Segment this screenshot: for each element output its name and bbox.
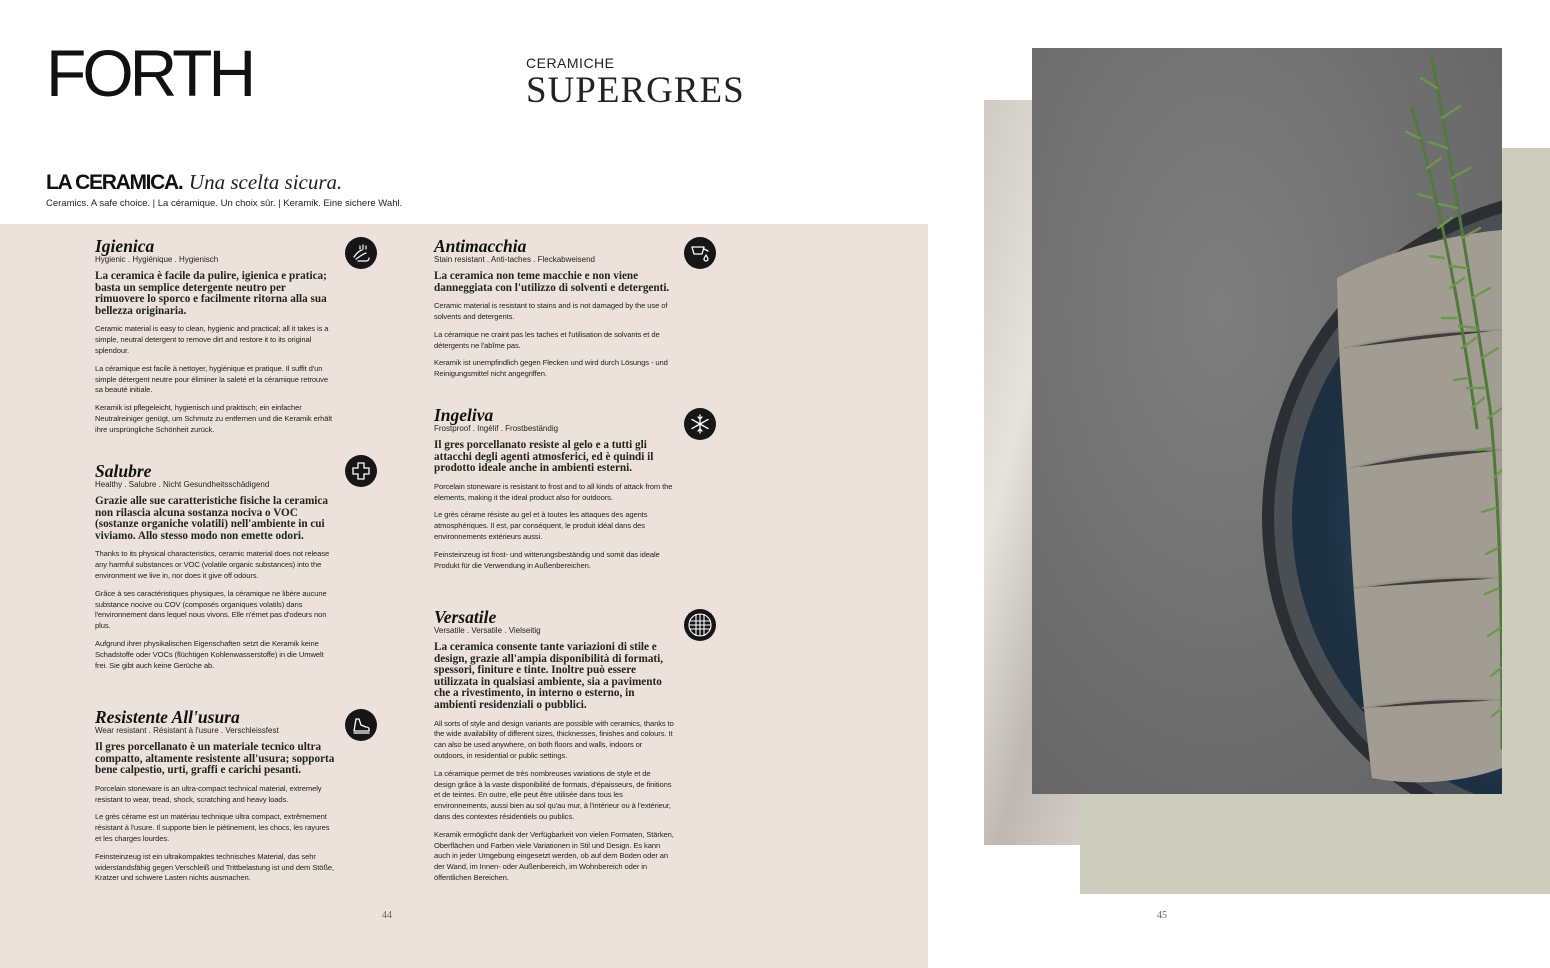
section-subtitle: Hygienic . Hygiénique . Hygienisch [95,255,219,264]
shoe-icon [345,709,377,741]
table-setting-photo [1032,48,1502,794]
section-text-fr: La céramique permet de très nombreuses variations de style et de design grâce à la vaste disponibilité de formats, d'épaisseurs, de finitions et de teintes. En outre, elle peut être utilisée dans tous les environnements, aussi bien au sol qu'au mur, à l'intérieur ou à l'extérieur, dans des contextes résidentiels ou publics. [434,768,672,821]
section-text-fr: Le grès cérame est un matériau technique ultra compact, extrêmement résistant à l'usure. Il supporte bien le piétinement, les chocs, les rayures et les charges lourdes. [95,812,330,843]
headline-strong: LA CERAMICA. [46,171,183,194]
headline-subtitle: Ceramics. A safe choice. | La céramique. Un choix sûr. | Keramik. Eine sichere Wahl. [46,198,403,209]
section-title: Antimacchia [434,236,527,256]
section-text-en: Thanks to its physical characteristics, ceramic material does not release any harmful substances or VOC (volatile organic substances) into the environment we live in, nor does it give off odours. [95,549,330,580]
section-text-it: Grazie alle sue caratteristiche fisiche la ceramica non rilascia alcuna sostanza nociva o VOC (sostanze organiche volatili) nell'ambiente in cui viviamo. Allo stesso modo non emette odori. [95,495,328,542]
maker-logo-small: CERAMICHE [526,55,615,71]
section-resistente [95,708,335,891]
section-text-de: Feinsteinzeug ist ein ultrakompaktes technisches Material, das sehr widerstandsfähig gegen Verschleiß und Trittbelastung ist und dem Stöße, Kratzer und schwere Lasten nichts ausmachen. [95,851,334,883]
section-text-de: Keramik ist pflegeleicht, hygienisch und praktisch; ein einfacher Neutralreiniger genügt, um Schmutz zu entfernen und die Keramik erhält ihre ursprüngliche Schönheit zurück. [95,403,332,434]
section-ingeliva [434,406,674,578]
snowflake-icon [684,408,716,440]
page-number-left: 44 [382,910,392,921]
section-text-fr: Le grès cérame résiste au gel et à toutes les attaques des agents atmosphériques. Il est, par conséquent, le produit idéal dans des environnements extérieurs aussi. [434,510,648,541]
hand-washing-icon [345,237,377,269]
section-antimacchia [434,237,674,387]
section-text-it: Il gres porcellanato è un materiale tecnico ultra compatto, altamente resistente all'usura; sopporta bene calpestio, urti, graffi e carichi pesanti. [95,741,335,777]
table-setting-illustration [1032,48,1502,794]
brand-logo: FORTH [46,36,253,110]
section-text-de: Feinsteinzeug ist frost- und witterungsbeständig und somit das ideale Produkt für die Verwendung in Außenbereichen. [434,549,660,570]
section-igienica [95,237,335,443]
maker-logo [526,56,745,109]
section-text-en: Porcelain stoneware is an ultra-compact technical material, extremely resistant to wear, tread, shock, scratching and heavy loads. [95,783,322,804]
section-subtitle: Frostproof . Ingélif . Frostbeständig [434,424,559,433]
section-title: Ingeliva [434,405,494,425]
page-number-right: 45 [1157,910,1167,921]
section-text-de: Keramik ist unempfindlich gegen Flecken und wird durch Lösungs - und Reinigungsmittel nicht angegriffen. [434,358,668,379]
globe-grid-icon [684,609,716,641]
section-title: Igienica [95,236,155,256]
section-title: Salubre [95,461,152,481]
section-subtitle: Wear resistant . Résistant à l'usure . Verschleissfest [95,726,279,735]
section-text-fr: Grâce à ses caractéristiques physiques, la céramique ne libère aucune substance nocive ou COV (composés organiques volatils) dans l'environnement dans lequel nous vivons. Elle n'émet pas d'odeurs non plus. [95,588,327,631]
section-subtitle: Stain resistant . Anti-taches . Fleckabweisend [434,255,595,264]
section-text-de: Aufgrund ihrer physikalischen Eigenschaften setzt die Keramik keine Schadstoffe oder VOCs (flüchtigen Kohlenwasserstoffe) in die Umwelt frei. Sie gibt auch keine Gerüche ab. [95,638,324,670]
section-salubre [95,462,335,678]
headline [46,170,342,195]
section-text-fr: La céramique est facile à nettoyer, hygiénique et pratique. Il suffit d'un simple détergent neutre pour éliminer la saleté et la céramique retrouve sa beauté initiale. [95,363,328,395]
section-text-it: La ceramica è facile da pulire, igienica e pratica; basta un semplice detergente neutro per rimuovere lo sporco e facilmente ritorna alla sua bellezza originaria. [95,270,327,317]
headline-italic: Una scelta sicura. [188,170,343,194]
maker-logo-big: SUPERGRES [526,70,745,111]
section-text-en: Porcelain stoneware is resistant to frost and to all kinds of attack from the elements, making it the ideal product also for outdoors. [434,481,673,502]
section-versatile [434,608,674,891]
spill-cup-icon [684,237,716,269]
section-subtitle: Versatile . Versatile . Vielseitig [434,626,541,635]
section-subtitle: Healthy . Salubre . Nicht Gesundheitsschädigend [95,480,270,489]
section-text-it: La ceramica non teme macchie e non viene danneggiata con l'utilizzo di solventi e detergenti. [434,270,670,294]
section-text-it: Il gres porcellanato resiste al gelo e a tutti gli attacchi degli agenti atmosferici, ed è quindi il prodotto ideale anche in ambienti esterni. [434,439,654,475]
section-title: Versatile [434,607,497,627]
section-text-en: Ceramic material is easy to clean, hygienic and practical; all it takes is a simple, neutral detergent to remove dirt and restore it to its original splendour. [95,324,329,355]
section-text-de: Keramik ermöglicht dank der Verfügbarkeit von vielen Formaten, Stärken, Oberflächen und Farben viele Variationen in Stil und Design. Es kann auch in jeder Umgebung eingesetzt werden, ob auf dem Boden oder an der Wand, im Innen- oder Außenbereich, im Wohnbereich oder in öffentlichen Bereichen. [434,829,674,882]
section-text-en: All sorts of style and design variants are possible with ceramics, thanks to the wide availability of different sizes, thicknesses, finishes and colours. It can also be used anywhere, on both floors and walls, indoors or outdoors, in residential or public settings. [434,718,674,760]
section-text-fr: La céramique ne craint pas les taches et l'utilisation de solvants et de détergents ne l'abîme pas. [434,329,660,350]
section-text-en: Ceramic material is resistant to stains and is not damaged by the use of solvents and detergents. [434,301,668,321]
section-text-it: La ceramica consente tante variazioni di stile e design, grazie all'ampia disponibilità di formati, spessori, finiture e tinte. Inoltre può essere utilizzata in qualsiasi ambiente, sia a pavimento che a rivestimento, in interno o esterno, in ambienti residenziali o pubblici. [434,641,664,711]
section-title: Resistente All'usura [95,707,240,727]
health-cross-icon [345,455,377,487]
